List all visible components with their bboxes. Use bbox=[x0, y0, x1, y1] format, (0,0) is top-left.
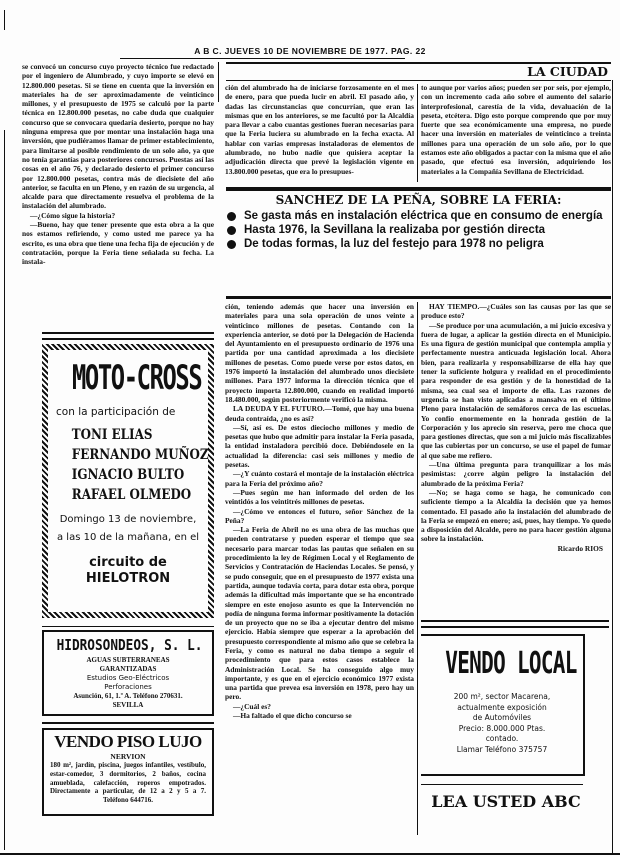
lea-abc-promo: LEA USTED ABC bbox=[431, 792, 581, 811]
ad-rule bbox=[421, 620, 609, 622]
headline-bullet: Se gasta más en instalación eléctrica que en consumo de energía bbox=[222, 209, 614, 223]
ad-rule bbox=[42, 722, 214, 724]
piso-ad: VENDO PISO LUJO NERVION 180 m², jardín, piscina, juegos infantiles, vestíbulo, estar-comedor, 3 dormitorios, 2 baños, cocina amueblada, calefacción, roperos empotrados. Directamente a particular, de 12 a 2 y 5 a 7. Teléfono 644716. bbox=[42, 728, 214, 816]
page-header: A B C. JUEVES 10 DE NOVIEMBRE DE 1977. PAG. 22 bbox=[194, 46, 426, 56]
ad-rule bbox=[421, 626, 609, 628]
byline: Ricardo RIOS bbox=[557, 543, 603, 553]
right-article: HAY TIEMPO.—¿Cuáles son las causas por las que se produce esto? —Se produce por una acumulación, a mi juicio excesiva y fuera de lugar, a aplicar la gestión directa en el Municipio. Es una figura de gestión municipal que contempla amplia y perfectamente nuestra anticuada legislación local. Ahora bien, para realizarla y responsabilizarse de ella hay que tener la suficiente holgura y realidad en el procedimiento para responder de esa gestión y de la honestidad de la misma, sea cual sea el importe de ella. Las razones de urgencia se han visto aplicadas a mansalva en el último Pleno para instalación de semáforos cerca de las escuelas. Yo confío enormemente en la honrada gestión de la Corporación y los aprecio sin reserva, pero me choca que para gestiones directas, que son a mi juicio más fiscalizables que las cubiertas por un concurso, se use el papel de fumar al que sabe me refiero. —Una última pregunta para tranquilizar a los más pesimistas: ¿corre algún peligro la instalación del alumbrado de la próxima Feria? —No; se haga como se haga, he comunicado con suficiente tiempo a la Alcaldía la decisión que ya hemos comentado. El pasado año la instalación del alumbrado de la Feria se empezó en enero; así, pues, hay tiempo. Yo quedo a disposición del Alcalde, pero no para hacer gestión alguna sobre la instalación. Ricardo RIOS bbox=[421, 302, 611, 553]
section-title: LA CIUDAD bbox=[527, 64, 608, 79]
hidrosondeos-ad: HIDROSONDEOS, S. L. AGUAS SUBTERRANEAS GARANTIZADAS Estudios Geo-Eléctricos Perforaciones Asunción, 61, 1.º A. Teléfono 270631. SEVILLA bbox=[42, 630, 214, 716]
headline-bullet: De todas formas, la luz del festejo para 1978 no peligra bbox=[222, 237, 614, 251]
ad-rule bbox=[421, 784, 583, 785]
rider-list: TONI ELIAS FERNANDO MUÑOZ IGNACIO BULTO RAFAEL OLMEDO bbox=[71, 427, 209, 503]
local-ad: VENDO LOCAL 200 m², sector Macarena, actualmente exposición de Automóviles Precio: 8.000.000 Ptas. contado. Llamar Teléfono 375757 bbox=[421, 634, 585, 776]
top-mid-article: ción del alumbrado ha de iniciarse forzosamente en el mes de enero, para que pueda lucir en abril. El pasado año, y dadas las circunstancias que concurrían, que eran las mismas que en los anteriores, se me facultó por la Alcaldía para llevar a cabo cuantas gestiones fueran necesarias para que la Feria luciera su alumbrado en la fecha exacta. Al hablar con varias empresas instaladoras de elementos de alumbrado, no hubo nadie que quisiera aceptar la adjudicación directa que prevé la legislación vigente en 13.800.000 pesetas, que era lo presupues- bbox=[225, 83, 414, 176]
headline-bullet: Hasta 1976, la Sevillana la realizaba por gestión directa bbox=[222, 223, 614, 237]
headline-bottom-bar bbox=[226, 296, 611, 299]
column-rule bbox=[417, 84, 418, 182]
page-bottom-rule bbox=[0, 853, 620, 855]
top-right-article: to aunque por varios años; pueden ser por seis, por ejemplo, con un incremento cada año sobre el aumento del salario interprofesional, carestía de la vida, devaluación de la peseta, etcétera. Digo esto porque comprendo que por muy fuerte que sea económicamente una empresa, no puede hacer una inversión en materiales de veinticinco a treinta millones para una operación de un solo año, por lo que estamos este año obligados a pactar con la misma que el año pasado, que efectuó esa inversión, adquiriendo los materiales a la Compañía Sevillana de Electricidad. bbox=[421, 83, 611, 176]
column-rule bbox=[218, 62, 219, 102]
motocross-title: MOTO-CROSS bbox=[72, 358, 202, 398]
middle-article: ción, teniendo además que hacer una inversión en materiales para una sola operación de unos veinte a veinticinco millones de pesetas. Contando con la experiencia anterior, se dotó por la Delegación de Hacienda del Ayuntamiento en el presupuesto ordinario de 1976 una partida por una cantidad aproximada a los diecisiete millones de pesetas. Como puede verse por estos datos, en 1976 importó la instalación del alumbrado unos diecisiete millones. Para 1977 informa la dirección técnica que el proyecto importa 12.800.000, cuando en realidad importó 18.480.000, según posteriormente verificó la misma. LA DEUDA Y EL FUTURO.—Tomé, que hay una buena deuda contraída, ¿no es así? —Sí, así es. De estos dieciocho millones y medio de pesetas que hubo que admitir para instalar la Feria pasada, la entidad instaladora percibió doce. Debiéndosele en la actualidad la diferencia: casi seis millones y medio de pesetas. —¿Y cuánto costará el montaje de la instalación eléctrica para la Feria del próximo año? —Pues según me han informado del orden de los veintidós a los veintitrés millones de pesetas. —¿Cómo ve entonces el futuro, señor Sánchez de la Peña? —La Feria de Abril no es una obra de las muchas que pueden contratarse y pueden esperar el tiempo que sea necesario para marcar todas las pautas que señalen en su procedimiento la ley de Régimen Local y el Reglamento de Servicios y Contratación de Haciendas Locales. Se pensó, y se pudo conseguir, que en el presupuesto de 1977 exista una partida, aunque todavía corta, para dotar esta obra, porque además la dificultad más importante que se ha encontrado siempre en este enojoso asunto es que la Intervención no podía de ninguna forma informar positivamente la dotación de un proyecto que no se iba a ejecutar dentro del mismo ejercicio. Había siempre que esperar a la aprobación del presupuesto correspondiente al mismo año que se celebra la Feria, y como es natural no daba tiempo a seguir el procedimiento que para estos casos establece la Administración Local. Se ha conseguido algo muy importante, y es que en el ejercicio económico 1977 exista una partida que prevea esa inversión en 1978, pero hay un pero. —¿Cuál es? —Ha faltado el que dicho concurso se bbox=[225, 302, 414, 721]
ad-rule bbox=[42, 338, 214, 340]
headline-title: SANCHEZ DE LA PEÑA, SOBRE LA FERIA: bbox=[275, 193, 562, 207]
ad-rule bbox=[42, 332, 214, 334]
header-rule bbox=[120, 58, 405, 59]
headline-bullets bbox=[222, 209, 614, 251]
section-rule-2 bbox=[226, 80, 611, 81]
margin-mark bbox=[4, 10, 5, 30]
right-border bbox=[612, 80, 613, 853]
column-rule bbox=[417, 302, 418, 835]
motocross-ad: MOTO-CROSS con la participación de TONI ELIAS FERNANDO MUÑOZ IGNACIO BULTO RAFAEL OLMEDO Domingo 13 de noviembre, a las 10 de la mañana, en el circuito de HIELOTRON bbox=[42, 344, 214, 618]
left-top-article: se convocó un concurso cuyo proyecto técnico fue redactado por el ingeniero de Alumbrado, y cuyo importe se elevó en 12.800.000 pesetas. Si se tiene en cuenta que la inversión en materiales ha de ser aproximadamente de veinticinco millones, y el presupuesto de 1975 se calculó por la parte técnica en 12.800.000 pesetas, no cabe duda que cualquier concurso que se convocara quedaría desierto, porque no hay ninguna empresa que por montar una instalación haga una inversión, que pudiéramos llamar de primer establecimiento, para limitarse al posible rendimiento de un solo año, ya que no tenía garantías para posteriores concursos. Puestas así las cosas en el año 76, y declarado desierto el primer concurso por 12.800.000 pesetas, contra más de diecisiete del año anterior, se faculta en un Pleno, y en razón de su urgencia, al alcalde para que directamente resuelva el problema de la instalación del alumbrado. —¿Cómo sigue la historia? —Bueno, hay que tener presente que esta obra a la que nos estamos refiriendo, y como usted me parece ya ha escrito, es una obra que tiene una fecha fija de ejecución y de contratación, porque la Feria tiene señalada su fecha. La instala- bbox=[22, 62, 214, 267]
left-border bbox=[4, 130, 5, 850]
ad-rule bbox=[42, 626, 214, 627]
headline-bar bbox=[226, 187, 611, 191]
